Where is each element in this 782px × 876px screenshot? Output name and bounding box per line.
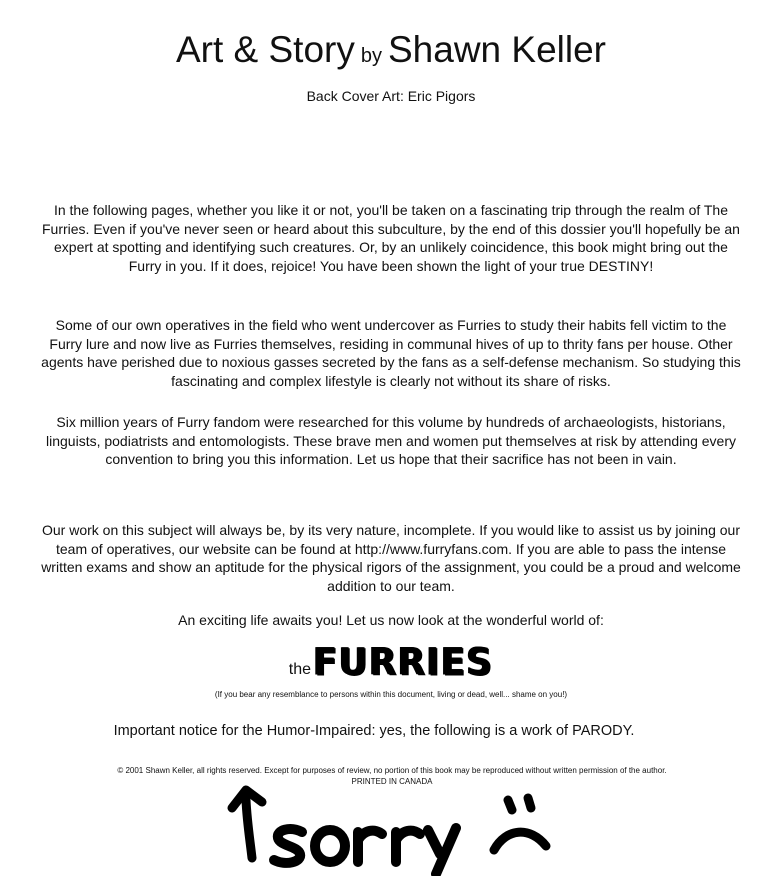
title-main: Art & Story	[175, 29, 355, 70]
copyright-line: © 2001 Shawn Keller, all rights reserved. Except for purposes of review, no portion of this book may be reproduced without written permission of the author.	[117, 766, 667, 775]
sad-face-icon	[494, 798, 546, 850]
printed-in: PRINTED IN CANADA	[351, 777, 433, 786]
intro-paragraph-1: In the following pages, whether you like it or not, you'll be taken on a fascinating trip through the realm of The Furries. Even if you've never seen or heard about this subculture, by the end of this dossier you'll hopefully be an expert at spotting and identifying such creatures. Or, by an unlikely coincidence, this book might bring out the Furry in you. If it does, rejoice! You have been shown the light of your true DESTINY!	[42, 202, 740, 274]
humor-notice: Important notice for the Humor-Impaired: yes, the following is a work of PARODY.	[113, 723, 635, 739]
up-arrow-icon	[232, 790, 262, 858]
intro-paragraph-4: Our work on this subject will always be, by its very nature, incomplete. If you would like to assist us by joining our team of operatives, our website can be found at http://www.furryfans.com. If you are able to pass the intense written exams and show an aptitude for the physical rigors of the assignment, you could be a proud and welcome addition to our team.	[41, 522, 741, 594]
handwritten-sorry-scrawl	[0, 770, 782, 876]
intro-paragraph-5: An exciting life awaits you! Let us now look at the wonderful world of:	[178, 612, 604, 628]
logo-name: FURRIES	[313, 640, 494, 685]
intro-paragraph-3: Six million years of Furry fandom were researched for this volume by hundreds of archaeologists, historians, linguists, podiatrists and entomologists. These brave men and women put themselves at risk by attending every convention to bring you this information. Let us hope that their sacrifice has not been in vain.	[46, 414, 736, 467]
logo-prefix: the	[288, 661, 312, 678]
title-by: by	[360, 45, 382, 67]
intro-paragraph-2: Some of our own operatives in the field who went undercover as Furries to study their habits fell victim to the Furry lure and now live as Furries themselves, residing in communal hives of up to thrity fans per house. Other agents have perished due to noxious gasses secreted by the fans as a self-defense mechanism. So studying this fascinating and complex lifestyle is clearly not without its share of risks.	[41, 317, 741, 389]
back-cover-credit: Back Cover Art: Eric Pigors	[306, 88, 476, 104]
disclaimer: (If you bear any resemblance to persons within this document, living or dead, well... shame on you!)	[214, 690, 568, 699]
handwritten-sorry-text	[274, 828, 456, 874]
title-author: Shawn Keller	[388, 29, 607, 70]
handwriting-label: sorry	[0, 770, 3, 771]
furries-logo	[0, 642, 782, 684]
page-title	[0, 28, 782, 78]
